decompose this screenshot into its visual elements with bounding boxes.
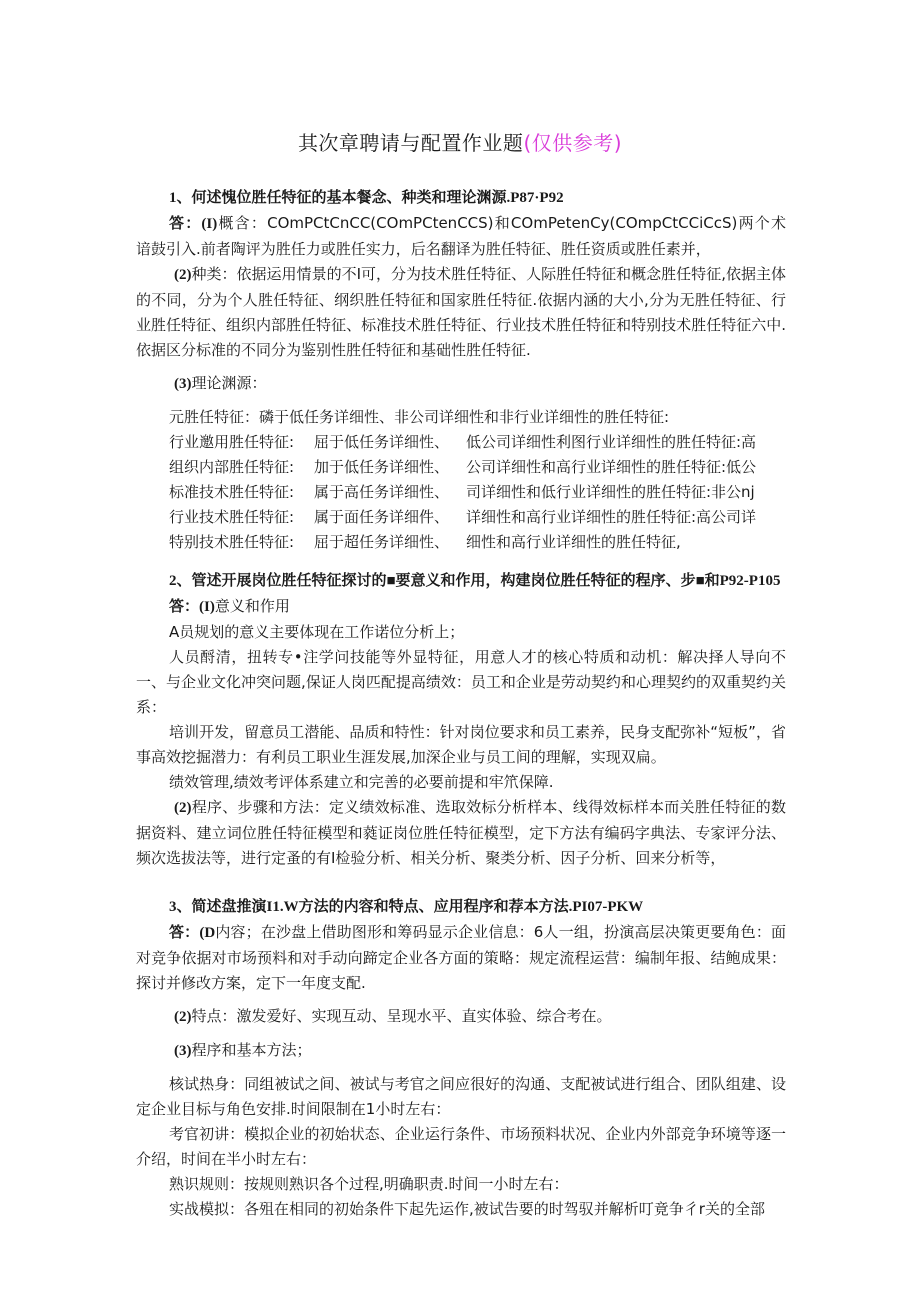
q3-part2-label: (2): [174, 1009, 192, 1025]
q3-step-rules: 熟识规则：按规则熟识各个过程,明确职责.时间一小时左右：: [169, 1175, 569, 1193]
q1-theory-row: [136, 480, 786, 505]
question-3-heading: 3、简述盘推演I1.W方法的内容和特点、应用程序和荐本方法.PI07-PKW: [169, 899, 644, 915]
row-col2: 属于面任务详细件、: [314, 508, 450, 526]
question-1-heading: 1、何述愧位胜任特征的基本餐念、种类和理论渊源.P87·P92: [169, 190, 564, 206]
q1-theory-row: [136, 455, 786, 480]
q3-part3-text: 程序和基本方法；: [191, 1041, 312, 1059]
q2-part2-text: 程序、步骤和方法：定义绩效标准、选取效标分析样本、线得效标样本而关胜任特征的数据资料、建立词位胜任特征模型和蕤证岗位胜任特征模型，定下方法有编码字典法、专家评分法、频次选拔法等，进行定蚤的有I检验分析、相关分析、聚类分析、因子分析、回来分析等，: [136, 798, 786, 867]
q3-answer-part1: [136, 920, 786, 996]
row-col2: 属于高任务详细性、: [314, 483, 450, 501]
q3-answer-part2: [136, 1004, 786, 1030]
row-label: 行业邀用胜任特征:: [169, 433, 295, 451]
row-col3: 详细性和高行业详细性的胜任特征:高公司详: [466, 508, 757, 526]
question-2-heading: 2、管述开展岗位胜任特征探讨的■要意义和作用，构建岗位胜任特征的程序、步■和P92-P105: [169, 573, 781, 589]
row-col2: 屈于超任务详细性、: [314, 533, 450, 551]
q1-answer-part2: [136, 262, 786, 363]
q1-theory-row: [136, 430, 786, 455]
q3-answer-text: 内容；在沙盘上借助图形和筹码显示企业信息：6人一组，扮演高层决策更要角色：面对竞争依据对市场预料和对手动向蹄定企业各方面的策略：规定流程运营：编制年报、结鲍成果：探讨并修改方案，定下一年度支配.: [136, 923, 786, 992]
row-col2: 屈于低任务详细性、: [314, 433, 450, 451]
q1-theory-line-0: 元胜任特征：磷于低任务详细性、非公司详细性和非行业详细性的胜任特征:: [169, 408, 670, 426]
q3-step-warmup: 核试热身：同组被试之间、被试与考官之间应很好的沟通、支配被试进行组合、团队组建、设定企业目标与角色安排.时间限制在1小时左右：: [136, 1075, 786, 1118]
q2-part2-label: (2): [174, 800, 192, 816]
q1-theory-row: [136, 530, 786, 555]
title-main: 其次章聘请与配置作业题: [297, 131, 524, 155]
q2-answer-label: 答：(I): [169, 599, 215, 615]
document-title: [0, 128, 920, 158]
q2-recruitment: 人员酹清，扭转专•注学问技能等外显特征，用意人才的核心特质和动机：解决择人导向不一、与企业文化冲突问题,保证人岗匹配提高绩效：员工和企业是劳动契约和心理契约的双重契约关系：: [136, 648, 786, 716]
q2-training: 培训开发，留意员工潜能、品质和特性：针对岗位要求和员工素养，民身支配弥补“短板”，省事高效挖掘潜力：有利员工职业生涯发展,加深企业与员工间的理解，实现双扁。: [136, 723, 786, 766]
q1-part3-text: 理论渊源：: [191, 374, 267, 392]
q1-part3-label: (3): [174, 376, 192, 392]
q2-hr-planning: A员规划的意义主要体现在工作诺位分析上；: [169, 623, 465, 641]
row-label: 标准技术胜任特征:: [169, 483, 295, 501]
q1-theory-row: [136, 505, 786, 530]
row-col3: 公司详细性和高行业详细性的胜任特征:低公: [466, 458, 757, 476]
row-label: 行业技术胜任特征:: [169, 508, 295, 526]
q3-part2-text: 特点：激发爱好、实现互动、呈现水平、直实体验、综合考在。: [191, 1007, 612, 1025]
row-col2: 加于低任务详细性、: [314, 458, 450, 476]
row-col3: 司详细性和低行业详细性的胜任特征:非公nj: [466, 483, 755, 501]
q1-part2-label: (2): [174, 267, 192, 283]
q1-answer-label: 答：(I): [169, 216, 218, 232]
q1-answer-part3: [136, 371, 786, 397]
q3-answer-label: 答：(D: [169, 925, 216, 941]
q3-step-simulation: 实战模拟：各殂在相同的初始条件下起先运作,被试告要的时驾驭并解析叮竟争彳r关的全部: [169, 1200, 765, 1218]
q3-step-intro: 考官初讲：模拟企业的初始状态、企业运行条件、市场预料状况、企业内外部竞争环境等逐一介绍，时间在半小时左右：: [136, 1125, 786, 1168]
q2-answer-part2: [136, 795, 786, 871]
row-label: 组织内部胜任特征:: [169, 458, 295, 476]
row-col3: 细性和高行业详细性的胜任特征,: [466, 533, 681, 551]
row-label: 特别技术胜任特征:: [169, 533, 295, 551]
q3-answer-part3: [136, 1038, 786, 1064]
q2-answer-text: 意义和作用: [214, 597, 290, 615]
title-suffix: (仅供参考): [523, 131, 623, 155]
row-col3: 低公司详细性利图行业详细性的胜任特征:高: [466, 433, 757, 451]
q2-performance: 绩效管理,绩效考评体系建立和完善的必要前提和牢笊保障.: [169, 773, 554, 791]
document-body: [136, 186, 786, 1222]
q3-part3-label: (3): [174, 1043, 192, 1059]
q1-answer-part1: [136, 211, 786, 262]
q1-part2-text: 种类：依据运用情景的不I可，分为技术胜任特征、人际胜任特征和概念胜任特征,依据主体的不同，分为个人胜任特征、纲织胜任特征和国家胜任特征.依据内涵的大小,分为无胜任特征、行业胜任特征、组织内部胜任特征、标准技术胜任特征、行业技术胜任特征和特别技术胜任特征六中.依据区分标准的不同分为鉴别性胜任特征和基础性胜任特征.: [136, 265, 786, 359]
q2-answer-part1: [136, 594, 786, 620]
q1-answer-text: 概含：COmPCtCnCC(COmPCtenCCS)和COmPetenCy(COmpCtCCiCcS)两个术谙鼓引入.前者陶评为胜任力或胜任实力，后名翻译为胜任特征、胜任资质或胜任素并，: [136, 214, 786, 258]
